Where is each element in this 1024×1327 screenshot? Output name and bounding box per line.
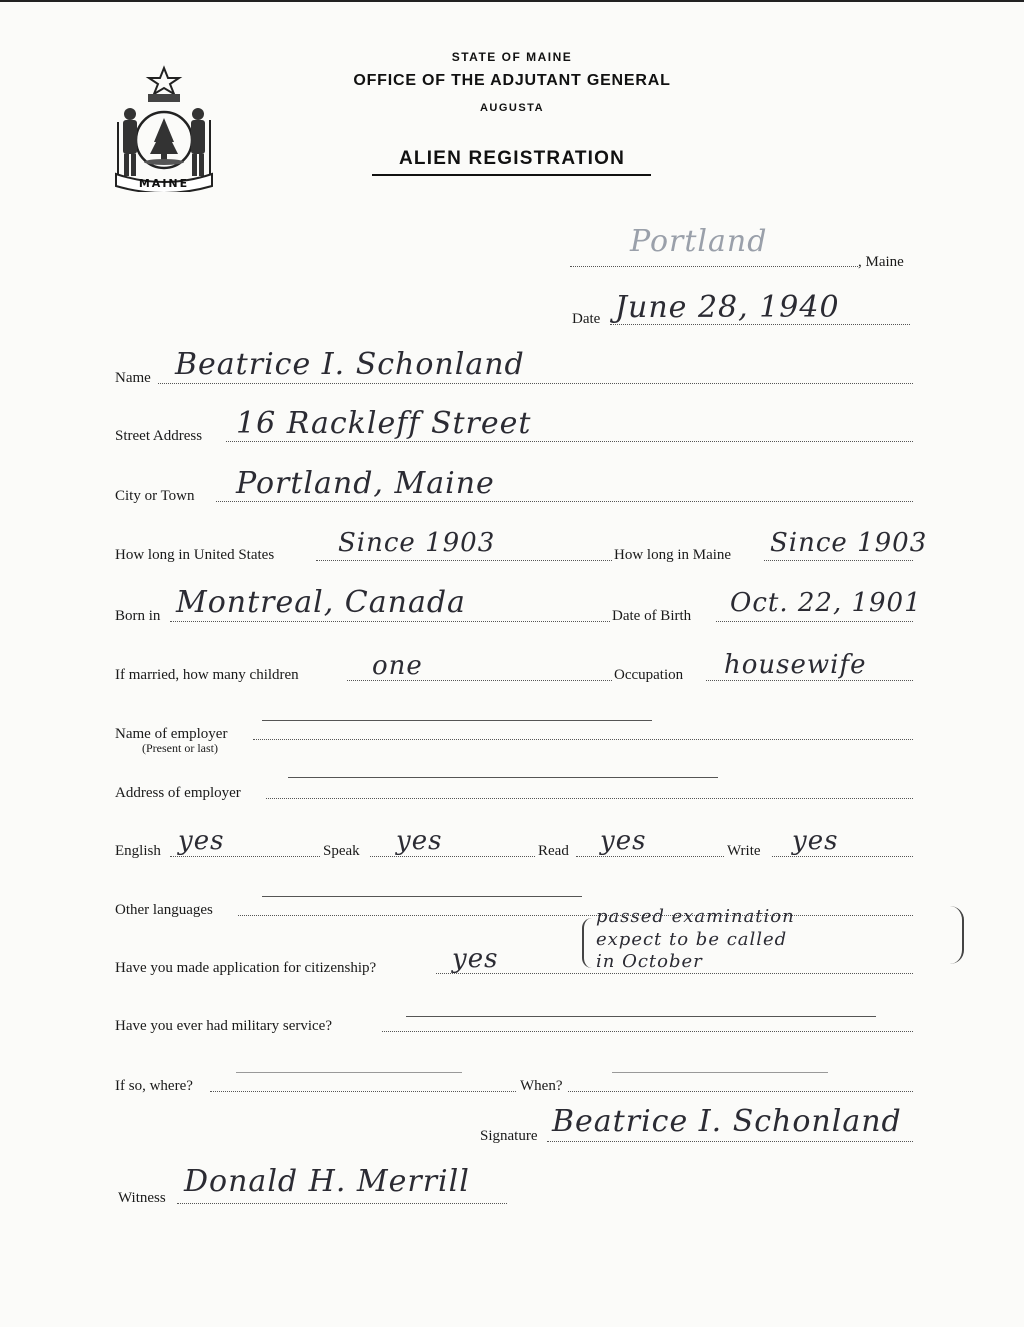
military-label: Have you ever had military service? <box>115 1018 332 1034</box>
name-value: Beatrice I. Schonland <box>175 347 525 382</box>
date-of-birth-field-line <box>716 621 913 622</box>
when-dash <box>612 1072 828 1073</box>
other-languages-field-line <box>238 915 913 916</box>
employer-address-dash <box>288 777 718 778</box>
occupation-field-line <box>706 680 913 681</box>
city-label: City or Town <box>115 488 195 504</box>
english-field-line <box>170 856 320 857</box>
header-city: AUGUSTA <box>479 102 545 114</box>
occupation-label: Occupation <box>614 667 684 683</box>
read-field-line <box>576 856 724 857</box>
citizenship-note-1: passed examination <box>596 906 795 927</box>
city-field-line <box>216 501 913 502</box>
signature-value: Beatrice I. Schonland <box>552 1104 902 1139</box>
header-office: OFFICE OF THE ADJUTANT GENERAL <box>353 72 671 89</box>
occupation-value: housewife <box>724 650 867 680</box>
employer-name-sublabel: (Present or last) <box>142 741 218 755</box>
place-field-line <box>570 266 858 267</box>
header-state: STATE OF MAINE <box>451 50 573 64</box>
street-label: Street Address <box>115 428 203 444</box>
if-where-field-line <box>210 1091 516 1092</box>
children-label: If married, how many children <box>115 667 299 683</box>
how-long-us-value: Since 1903 <box>338 528 496 558</box>
employer-name-dash <box>262 720 652 721</box>
read-value: yes <box>600 826 647 856</box>
form-title: ALIEN REGISTRATION <box>398 148 626 169</box>
when-field-line <box>568 1091 913 1092</box>
name-label: Name <box>115 370 151 386</box>
born-in-field-line <box>170 621 610 622</box>
how-long-maine-value: Since 1903 <box>770 528 928 558</box>
name-field-line <box>158 383 913 384</box>
write-value: yes <box>792 826 839 856</box>
born-in-label: Born in <box>115 608 161 624</box>
signature-field-line <box>547 1141 913 1142</box>
children-value: one <box>372 651 423 681</box>
born-in-value: Montreal, Canada <box>176 585 466 620</box>
street-value: 16 Rackleff Street <box>236 406 532 441</box>
speak-field-line <box>370 856 535 857</box>
how-long-maine-field-line <box>764 560 913 561</box>
title-underline <box>372 174 651 176</box>
how-long-us-field-line <box>316 560 612 561</box>
write-label: Write <box>727 843 761 859</box>
seal-text: MAINE <box>138 177 190 190</box>
employer-name-field-line <box>253 739 913 740</box>
employer-address-label: Address of employer <box>115 785 241 801</box>
date-label: Date <box>572 311 601 327</box>
date-of-birth-value: Oct. 22, 1901 <box>730 588 922 618</box>
write-field-line <box>772 856 913 857</box>
employer-address-field-line <box>266 798 913 799</box>
speak-label: Speak <box>323 843 360 859</box>
when-label: When? <box>520 1078 563 1094</box>
other-languages-label: Other languages <box>115 902 213 918</box>
witness-value: Donald H. Merrill <box>184 1164 470 1199</box>
witness-field-line <box>177 1203 507 1204</box>
military-dash <box>406 1016 876 1017</box>
city-value: Portland, Maine <box>236 466 495 501</box>
citizenship-note-bracket-right <box>948 906 964 964</box>
witness-label: Witness <box>118 1190 166 1206</box>
top-border <box>0 0 1024 2</box>
if-where-label: If so, where? <box>115 1078 193 1094</box>
citizenship-label: Have you made application for citizenship? <box>115 960 377 976</box>
how-long-us-label: How long in United States <box>115 547 275 563</box>
military-field-line <box>382 1031 913 1032</box>
signature-label: Signature <box>480 1128 538 1144</box>
speak-value: yes <box>396 826 443 856</box>
date-value: June 28, 1940 <box>615 290 840 325</box>
if-where-dash <box>236 1072 462 1073</box>
how-long-maine-label: How long in Maine <box>614 547 732 563</box>
citizenship-field-line <box>436 973 913 974</box>
date-of-birth-label: Date of Birth <box>612 608 692 624</box>
english-label: English <box>115 843 161 859</box>
english-value: yes <box>178 826 225 856</box>
other-languages-dash <box>262 896 582 897</box>
place-value: Portland <box>630 224 768 259</box>
maine-label: , Maine <box>858 254 904 270</box>
employer-name-label: Name of employer <box>115 726 228 742</box>
citizenship-value: yes <box>452 944 499 974</box>
citizenship-note-bracket-left <box>582 918 594 968</box>
street-field-line <box>226 441 913 442</box>
citizenship-note-3: in October <box>596 951 703 972</box>
read-label: Read <box>538 843 569 859</box>
citizenship-note-2: expect to be called <box>596 929 788 950</box>
